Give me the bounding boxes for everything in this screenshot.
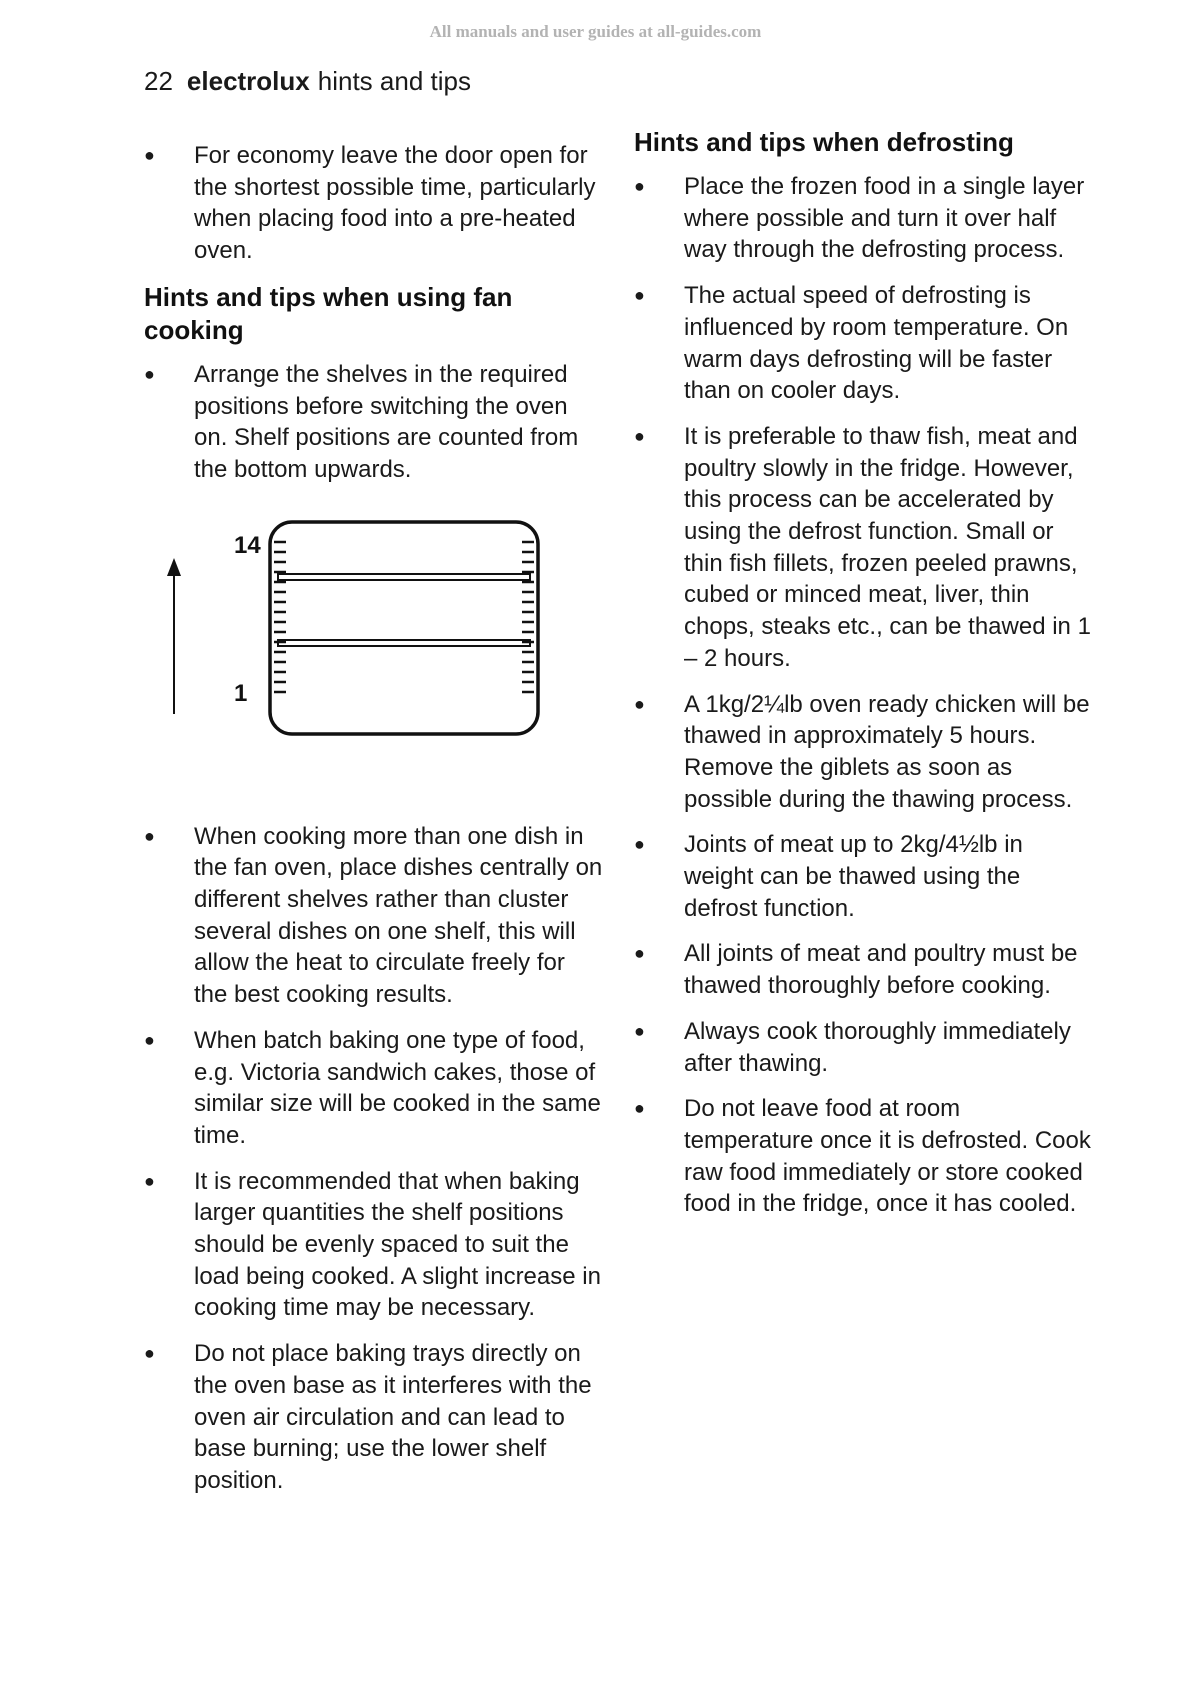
fan-cooking-heading: Hints and tips when using fan cooking <box>144 281 513 345</box>
list-item: ● It is preferable to thaw fish, meat and poultry slowly in the fridge. However, this process can be accelerated by using the defrost function. Small or thin fish fillets, frozen peeled prawns, cubed or minced meat, liver, thin chops, steaks etc., can be thawed in 1 – 2 hours. <box>634 421 1094 675</box>
defrosting-list <box>634 171 1094 1220</box>
list-item: ● Do not leave food at room temperature once it is defrosted. Cook raw food immediately or store cooked food in the fridge, once it has cooled. <box>634 1093 1094 1220</box>
watermark: All manuals and user guides at all-guides.com <box>429 22 762 41</box>
page-number: 22 <box>144 66 173 96</box>
bottom-shelf-label: 1 <box>234 679 248 707</box>
top-shelf-label: 14 <box>234 531 261 559</box>
lower-shelf <box>278 640 530 646</box>
page-header <box>144 66 471 97</box>
shelf-position-diagram <box>144 514 604 759</box>
section-title: hints and tips <box>317 66 471 96</box>
list-item: ● It is recommended that when baking larger quantities the shelf positions should be evenly spaced to suit the load being cooked. A slight increase in cooking time may be necessary. <box>144 1166 604 1325</box>
fan-cooking-list-bottom <box>144 821 604 1497</box>
list-item: ● When cooking more than one dish in the fan oven, place dishes centrally on different shelves rather than cluster several dishes on one shelf, this will allow the heat to circulate freely for the best cooking results. <box>144 821 604 1011</box>
list-item: ● All joints of meat and poultry must be thawed thoroughly before cooking. <box>634 938 1094 1001</box>
list-item: ● Do not place baking trays directly on the oven base as it interferes with the oven air circulation and can lead to base burning; use the lower shelf position. <box>144 1338 604 1497</box>
list-item: ● Always cook thoroughly immediately after thawing. <box>634 1016 1094 1079</box>
oven-cavity-outline <box>270 522 538 734</box>
oven-cavity-illustration <box>144 514 604 759</box>
list-item: ● Arrange the shelves in the required positions before switching the oven on. Shelf positions are counted from the bottom upwards. <box>144 359 604 486</box>
left-column <box>144 140 604 1511</box>
upper-shelf <box>278 574 530 580</box>
intro-list <box>144 140 604 267</box>
fan-cooking-list-top <box>144 359 604 486</box>
right-shelf-runners <box>522 542 534 692</box>
list-item: ● Place the frozen food in a single layer where possible and turn it over half way through the defrosting process. <box>634 171 1094 266</box>
list-item: ● When batch baking one type of food, e.g. Victoria sandwich cakes, those of similar size will be cooked in the same time. <box>144 1025 604 1152</box>
defrosting-heading: Hints and tips when defrosting <box>634 127 1014 157</box>
list-item: ● The actual speed of defrosting is influenced by room temperature. On warm days defrosting will be faster than on cooler days. <box>634 280 1094 407</box>
left-shelf-runners <box>274 542 286 692</box>
right-column <box>634 126 1094 1234</box>
upward-arrow-head <box>167 558 181 576</box>
list-item: ● For economy leave the door open for the shortest possible time, particularly when placing food into a pre-heated oven. <box>144 140 604 267</box>
list-item: ● Joints of meat up to 2kg/4½lb in weight can be thawed using the defrost function. <box>634 829 1094 924</box>
list-item: ● A 1kg/2¼lb oven ready chicken will be thawed in approximately 5 hours. Remove the giblets as soon as possible during the thawing process. <box>634 689 1094 816</box>
brand-name: electrolux <box>186 66 310 96</box>
